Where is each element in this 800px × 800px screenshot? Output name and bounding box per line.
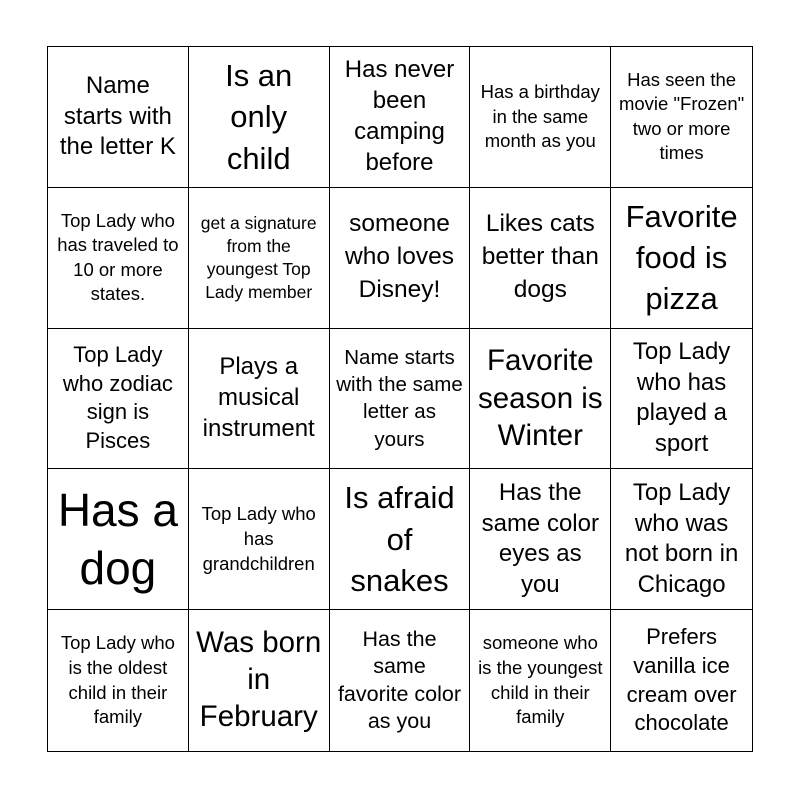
cell-text: Is afraid of snakes [344, 480, 455, 598]
cell-text: Plays a musical instrument [202, 353, 315, 442]
cell-text: someone who is the youngest child in their family [478, 632, 603, 728]
cell-text: Favorite season is Winter [477, 343, 603, 453]
bingo-cell[interactable] [189, 329, 330, 470]
bingo-cell[interactable] [48, 469, 189, 610]
bingo-cell[interactable] [470, 610, 611, 751]
cell-text: Name starts with the letter K [59, 71, 176, 161]
cell-text: Top Lady who zodiac sign is Pisces [62, 342, 173, 454]
cell-text: Top Lady who is the oldest child in their family [60, 632, 175, 728]
bingo-cell[interactable] [330, 329, 471, 470]
cell-text: Name starts with the same letter as yours [336, 345, 463, 451]
cell-text: Top Lady who was not born in Chicago [624, 478, 739, 598]
bingo-cell[interactable] [48, 47, 189, 188]
cell-text: Has the same color eyes as you [481, 478, 599, 598]
bingo-cell[interactable] [611, 610, 752, 751]
cell-text: Top Lady who has played a sport [632, 338, 731, 458]
bingo-cell[interactable] [470, 469, 611, 610]
cell-text: Was born in February [196, 626, 322, 734]
bingo-cell[interactable] [48, 329, 189, 470]
cell-text: Has never been camping before [344, 56, 455, 176]
cell-text: Has a birthday in the same month as you [480, 81, 600, 152]
bingo-cell[interactable] [330, 469, 471, 610]
bingo-cell[interactable] [189, 469, 330, 610]
cell-text: Has the same favorite color as you [337, 626, 462, 734]
cell-text: Top Lady who has traveled to 10 or more states. [57, 209, 179, 305]
cell-text: Prefers vanilla ice cream over chocolate [626, 624, 737, 736]
bingo-cell[interactable] [470, 188, 611, 329]
bingo-cell[interactable] [189, 610, 330, 751]
cell-text: Likes cats better than dogs [481, 210, 599, 304]
bingo-cell[interactable] [470, 47, 611, 188]
bingo-cell[interactable] [48, 610, 189, 751]
cell-text: Has a dog [57, 483, 178, 595]
cell-text: get a signature from the youngest Top Lady member [200, 212, 317, 302]
cell-text: Is an only child [225, 58, 293, 176]
bingo-cell[interactable] [611, 329, 752, 470]
bingo-cell[interactable] [611, 47, 752, 188]
cell-text: Top Lady who has grandchildren [201, 503, 316, 574]
bingo-board [47, 46, 753, 752]
bingo-cell[interactable] [189, 188, 330, 329]
bingo-cell[interactable] [189, 47, 330, 188]
bingo-cell[interactable] [330, 47, 471, 188]
cell-text: Has seen the movie "Frozen" two or more times [618, 68, 745, 164]
bingo-cell[interactable] [330, 610, 471, 751]
bingo-cell[interactable] [611, 188, 752, 329]
bingo-cell[interactable] [470, 329, 611, 470]
cell-text: someone who loves Disney! [345, 210, 454, 304]
bingo-cell[interactable] [611, 469, 752, 610]
cell-text: Favorite food is pizza [625, 198, 738, 317]
bingo-cell[interactable] [48, 188, 189, 329]
bingo-cell[interactable] [330, 188, 471, 329]
